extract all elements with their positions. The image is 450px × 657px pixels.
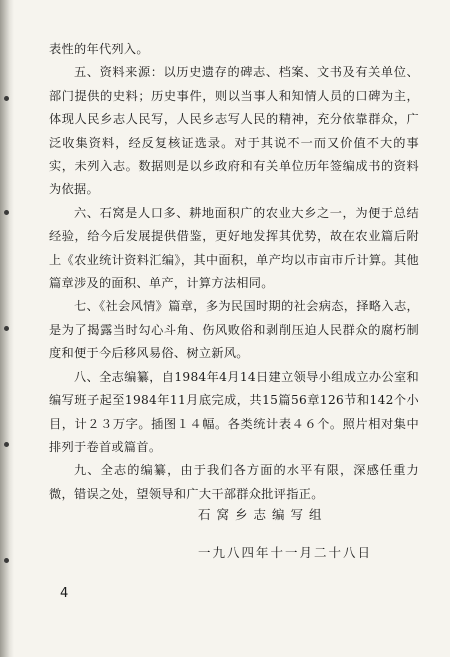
binding-holes [4,0,12,657]
binding-hole [4,326,9,331]
paragraph-sources: 五、资料来源：以历史遗存的碑志、档案、文书及有关单位、部门提供的史料；历史事件，则以当事人和知情人员的口碑为主，体现人民乡志人民写，人民乡志写人民的精神，充分依靠群众，广泛收集资料，经反复核证选录。对于其说不一而又价值不大的事实，未列入志。数据则是以乡政府和有关单位历年签编成书的资料为依据。 [49,65,419,197]
page-number: 4 [60,586,69,601]
paragraph-closing: 九、全志的编纂，由于我们各方面的水平有限，深感任重力微，错误之处，望领导和广大干部群众批评指正。 [49,463,419,501]
signature-line: 石窝乡志编写组 [198,507,328,522]
binding-hole [4,96,9,101]
paragraph-continuation: 表性的年代列入。 [49,42,149,56]
binding-hole [4,558,9,563]
paragraph-agriculture: 六、石窝是人口多、耕地面积广的农业大乡之一，为便于总结经验，给今后发展提供借鉴，更好地发挥其优势，故在农业篇后附上《农业统计资料汇编》，其中面积，单产均以市亩市斤计算。其他篇章涉及的面积、单产，计算方法相同。 [49,205,419,291]
binding-hole [4,210,9,215]
paragraph-compilation: 八、全志编纂，自1984年4月14日建立领导小组成立办公室和编写班子起至1984年11月底完成，共15篇56章126节和142个小目，计２３万字。插图１４幅。各类统计表４６个。照片相对集中排列于卷首或篇首。 [49,369,419,454]
date-line: 一九八四年十一月二十八日 [198,545,373,560]
binding-hole [4,442,9,447]
paragraph-social-customs: 七、《社会风情》篇章，多为民国时期的社会病态，择略入志，是为了揭露当时勾心斗角、伤风败俗和剥削压迫人民群众的腐朽制度和便于今后移风易俗、树立新风。 [49,299,419,361]
body-text [49,38,419,506]
